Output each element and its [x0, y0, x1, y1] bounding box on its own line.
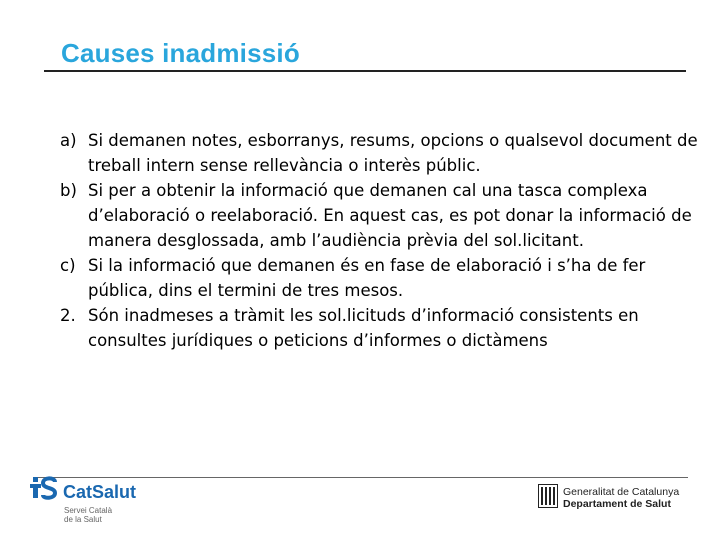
generalitat-logo-icon — [538, 484, 558, 508]
catsalut-logo-icon — [30, 474, 58, 502]
list-item — [60, 178, 700, 253]
catsalut-logo — [30, 474, 160, 526]
list-marker: c) — [60, 256, 76, 275]
list-item — [60, 303, 700, 353]
catsalut-subtitle-line: de la Salut — [64, 515, 102, 524]
list-item — [60, 128, 700, 178]
slide-body — [60, 128, 700, 353]
list-item-text: Si la informació que demanen és en fase de elaboració i s’ha de fer pública, dins el termini de tres mesos. — [88, 256, 646, 300]
list-item — [60, 253, 700, 303]
catsalut-name: CatSalut — [63, 482, 137, 502]
department-name: Departament de Salut — [563, 498, 671, 510]
list-item-text: Si demanen notes, esborranys, resums, opcions o qualsevol document de treball intern sense rellevància o interès públic. — [88, 131, 698, 175]
list-marker: a) — [60, 131, 77, 150]
slide-title: Causes inadmissió — [61, 38, 300, 68]
generalitat-logo — [538, 484, 698, 514]
list-item-text: Si per a obtenir la informació que demanen cal una tasca complexa d’elaboració o reelaboració. En aquest cas, es pot donar la informació de manera desglossada, amb l’audiència prèvia del sol.licitant. — [88, 181, 692, 250]
list-marker: b) — [60, 181, 77, 200]
list-item-text: Són inadmeses a tràmit les sol.licituds d’informació consistents en consultes jurídiques o peticions d’informes o dictàmens — [88, 306, 639, 350]
title-underline — [44, 70, 686, 72]
generalitat-name: Generalitat de Catalunya — [563, 486, 680, 498]
list-marker: 2. — [60, 306, 76, 325]
catsalut-subtitle-line: Servei Català — [64, 506, 113, 515]
catsalut-subtitle — [64, 506, 112, 524]
